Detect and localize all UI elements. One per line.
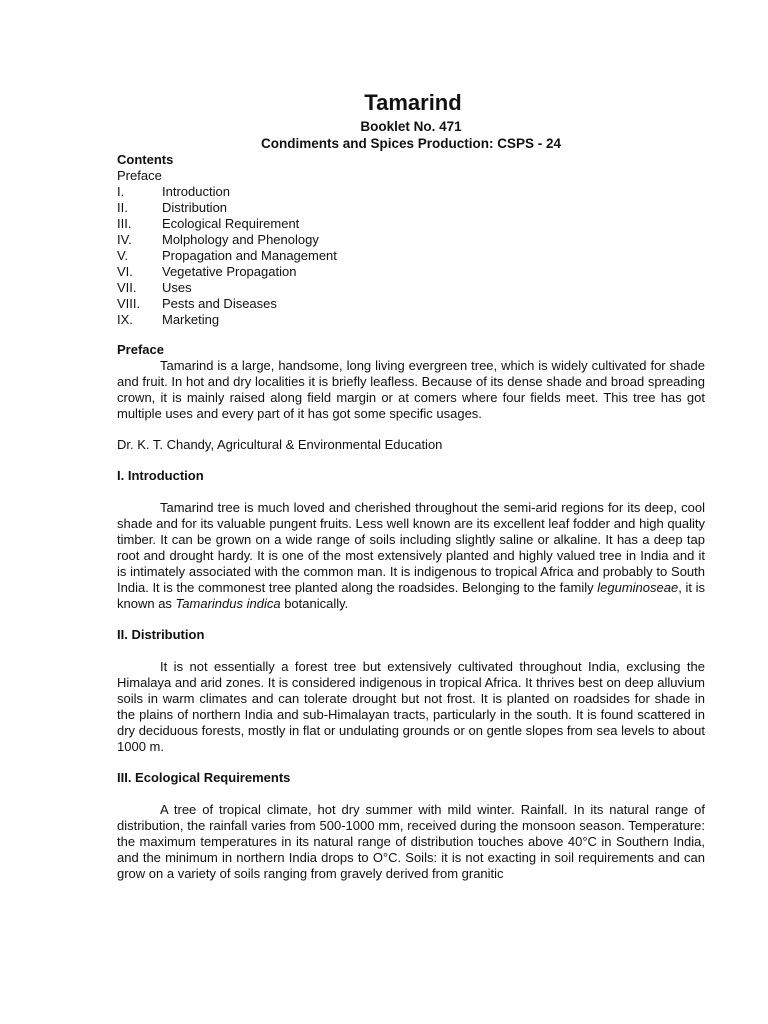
document-title: Tamarind bbox=[364, 90, 462, 115]
species-name: Tamarindus indica bbox=[175, 596, 281, 611]
preface-heading: Preface bbox=[117, 342, 164, 357]
toc-label: Pests and Diseases bbox=[162, 296, 277, 311]
introduction-text: botanically. bbox=[280, 596, 349, 611]
toc-number: II. bbox=[117, 200, 128, 215]
document-content bbox=[117, 88, 705, 882]
toc-item bbox=[117, 296, 705, 312]
contents-preface: Preface bbox=[117, 168, 162, 183]
toc-label: Distribution bbox=[162, 200, 228, 215]
contents-heading: Contents bbox=[117, 152, 174, 167]
toc-number: I. bbox=[117, 184, 125, 199]
toc-number: VI. bbox=[117, 264, 133, 279]
toc-item bbox=[117, 184, 705, 200]
introduction-heading: I. Introduction bbox=[117, 468, 204, 483]
toc-label: Marketing bbox=[162, 312, 220, 327]
toc-item bbox=[117, 248, 705, 264]
toc-item bbox=[117, 216, 705, 232]
toc-label: Uses bbox=[162, 280, 192, 295]
toc-item bbox=[117, 312, 705, 328]
introduction-text: , it is known as bbox=[117, 580, 705, 611]
distribution-paragraph: It is not essentially a forest tree but extensively cultivated throughout India, exclusing the Himalaya and arid zones. It is considered indigenous in tropical Africa. It thrives best on deep alluvium soils in warm climates and can tolerate drought but not frost. It is planted on roadsides for shade in the plains of northern India and sub-Himalayan tracts, particularly in the south. It is found scattered in dry deciduous forests, mostly in flat or undulating grounds or on gentle slopes from sea levels to about 1000 m. bbox=[117, 659, 705, 754]
toc-number: IV. bbox=[117, 232, 132, 247]
toc-item bbox=[117, 264, 705, 280]
ecology-heading: III. Ecological Requirements bbox=[117, 770, 291, 785]
booklet-number: Booklet No. 471 bbox=[360, 119, 462, 134]
toc-number: VIII. bbox=[117, 296, 141, 311]
table-of-contents bbox=[117, 184, 705, 328]
toc-label: Ecological Requirement bbox=[162, 216, 300, 231]
distribution-heading: II. Distribution bbox=[117, 627, 205, 642]
introduction-text: Tamarind tree is much loved and cherished throughout the semi-arid regions for its deep, cool shade and for its valuable pungent fruits. Less well known are its excellent leaf fodder and high quality timber. It can be grown on a wide range of soils including slightly saline or alkaline. It has a deep tap root and drought hardy. It is one of the most extensively planted and highly valued tree in India and it is intimately associated with the common man. It is indigenous to tropical Africa and probably to South India. It is the commonest tree planted along the roadsides. Belonging to the family bbox=[117, 500, 705, 595]
introduction-paragraph bbox=[117, 500, 705, 612]
toc-number: V. bbox=[117, 248, 129, 263]
toc-item bbox=[117, 280, 705, 296]
toc-label: Vegetative Propagation bbox=[162, 264, 297, 279]
author-line: Dr. K. T. Chandy, Agricultural & Environmental Education bbox=[117, 437, 443, 452]
toc-number: VII. bbox=[117, 280, 137, 295]
toc-label: Molphology and Phenology bbox=[162, 232, 319, 247]
toc-label: Introduction bbox=[162, 184, 230, 199]
toc-number: IX. bbox=[117, 312, 133, 327]
toc-label: Propagation and Management bbox=[162, 248, 337, 263]
toc-number: III. bbox=[117, 216, 132, 231]
toc-item bbox=[117, 200, 705, 216]
family-name: leguminoseae bbox=[597, 580, 679, 595]
preface-paragraph: Tamarind is a large, handsome, long living evergreen tree, which is widely cultivated for shade and fruit. In hot and dry localities it is briefly leafless. Because of its dense shade and broad spreading crown, it is mainly raised along field margin or at comers where four fields meet. This tree has got multiple uses and every part of it has got some specific usages. bbox=[117, 358, 705, 421]
toc-item bbox=[117, 232, 705, 248]
series-title: Condiments and Spices Production: CSPS - 24 bbox=[260, 136, 562, 151]
ecology-paragraph: A tree of tropical climate, hot dry summer with mild winter. Rainfall. In its natural range of distribution, the rainfall varies from 500-1000 mm, received during the monsoon season. Temperature: the maximum temperatures in its natural range of distribution touches above 40°C in Southern India, and the minimum in northern India drops to O°C. Soils: it is not exacting in soil requirements and can grow on a variety of soils ranging from gravely derived from granitic bbox=[117, 802, 705, 881]
